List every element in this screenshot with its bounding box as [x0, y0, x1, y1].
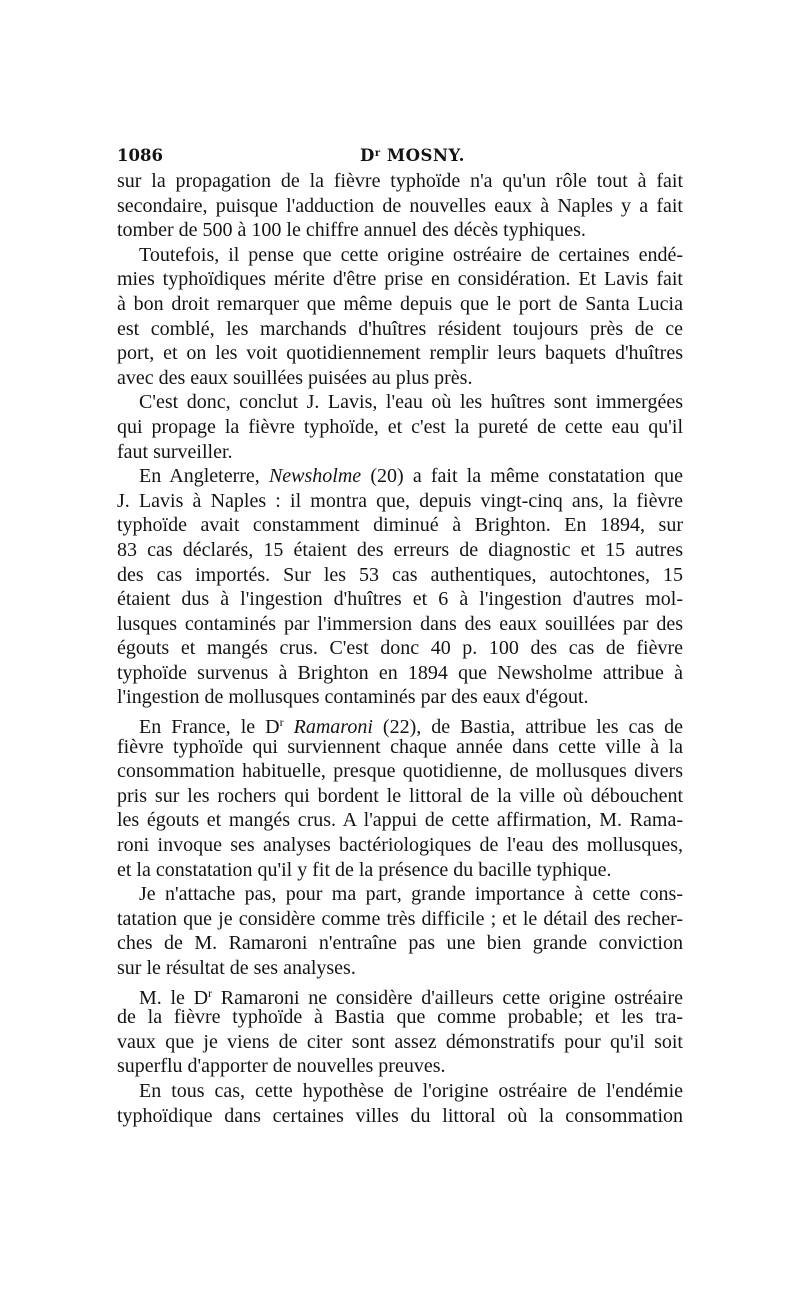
text-line: Toutefois, il pense que cette origine ostréaire de certaines endé-: [139, 243, 683, 266]
text-line: sur la propagation de la fièvre typhoïde n'a qu'un rôle tout à fait: [117, 170, 683, 192]
text-line: avec des eaux souillées puisées au plus près.: [117, 366, 473, 389]
text-line: qui propage la fièvre typhoïde, et c'est la pureté de cette eau qu'il: [117, 415, 683, 438]
italic-name: Ramaroni: [293, 716, 373, 739]
text-span: (22), de Bastia, attribue les cas de: [372, 716, 683, 739]
text-span: (20) a fait la même constatation que: [361, 465, 683, 488]
text-line: typhoïde survenus à Brighton en 1894 que Newsholme attribue à: [117, 661, 683, 684]
text-line: roni invoque ses analyses bactériologiques de l'eau des mollusques,: [117, 834, 683, 857]
author-name: MOSNY.: [380, 146, 465, 165]
page-number: 1086: [117, 146, 163, 165]
text-line: vaux que je viens de citer sont assez démonstratifs pour qu'il soit: [117, 1030, 683, 1053]
body-text: [117, 169, 683, 1128]
text-span: Ramaroni ne considère d'ailleurs cette origine ostréaire: [212, 986, 683, 1009]
text-line: tatation que je considère comme très difficile ; et le détail des recher-: [117, 907, 683, 930]
text-line: à bon droit remarquer que même depuis que le port de Santa Lucia: [117, 292, 683, 315]
text-line: pris sur les rochers qui bordent le littoral de la ville où débouchent: [117, 784, 683, 807]
text-line: En tous cas, cette hypothèse de l'origine ostréaire de l'endémie: [139, 1079, 683, 1102]
text-line: mies typhoïdiques mérite d'être prise en considération. Et Lavis fait: [117, 268, 683, 291]
text-line: secondaire, puisque l'adduction de nouvelles eaux à Naples y a fait: [117, 194, 683, 217]
text-line: l'ingestion de mollusques contaminés par des eaux d'égout.: [117, 686, 589, 709]
text-span: En Angleterre,: [139, 465, 269, 488]
author-superscript: r: [374, 148, 381, 159]
text-line: sur le résultat de ses analyses.: [117, 957, 356, 979]
superscript: r: [279, 715, 284, 730]
text-line: J. Lavis à Naples : il montra que, depuis vingt-cinq ans, la fièvre: [117, 489, 683, 512]
text-line: ches de M. Ramaroni n'entraîne pas une bien grande conviction: [117, 932, 683, 955]
superscript: r: [208, 985, 213, 1000]
text-line: égouts et mangés crus. C'est donc 40 p. 100 des cas de fièvre: [117, 637, 683, 660]
text-line: les égouts et mangés crus. A l'appui de cette affirmation, M. Rama-: [117, 809, 683, 832]
text-line: [117, 710, 683, 739]
text-line: faut surveiller.: [117, 440, 233, 463]
text-line: des cas importés. Sur les 53 cas authentiques, autochtones, 15: [117, 563, 683, 586]
text-line: tomber de 500 à 100 le chiffre annuel des décès typhiques.: [117, 219, 586, 242]
text-line: typhoïdique dans certaines villes du littoral où la consommation: [117, 1104, 683, 1127]
text-line: C'est donc, conclut J. Lavis, l'eau où les huîtres sont immergées: [139, 391, 683, 414]
text-line: typhoïde avait constamment diminué à Brighton. En 1894, sur: [117, 514, 683, 537]
running-head-author: [360, 146, 465, 165]
text-line: [117, 464, 683, 489]
italic-name: Newsholme: [268, 465, 362, 488]
text-line: consommation habituelle, presque quotidienne, de mollusques divers: [117, 760, 683, 783]
text-line: lusques contaminés par l'immersion dans des eaux souillées par des: [117, 612, 683, 635]
text-line: superflu d'apporter de nouvelles preuves.: [117, 1055, 446, 1078]
text-line: étaient dus à l'ingestion d'huîtres et 6 à l'ingestion d'autres mol-: [117, 588, 683, 611]
text-line: de la fièvre typhoïde à Bastia que comme probable; et les tra-: [117, 1006, 683, 1029]
text-line: [117, 981, 683, 1009]
text-line: Je n'attache pas, pour ma part, grande importance à cette cons-: [139, 883, 683, 906]
text-line: est comblé, les marchands d'huîtres résident toujours près de ce: [117, 317, 683, 340]
text-line: et la constatation qu'il y fit de la présence du bacille typhique.: [117, 858, 612, 881]
text-line: port, et on les voit quotidiennement remplir leurs baquets d'huîtres: [117, 342, 683, 365]
text-span: En France, le D: [139, 716, 280, 739]
author-prefix: D: [360, 146, 375, 165]
text-line: 83 cas déclarés, 15 étaient des erreurs de diagnostic et 15 autres: [117, 538, 683, 561]
text-span: M. le D: [139, 986, 209, 1009]
text-line: fièvre typhoïde qui surviennent chaque année dans cette ville à la: [117, 735, 683, 758]
